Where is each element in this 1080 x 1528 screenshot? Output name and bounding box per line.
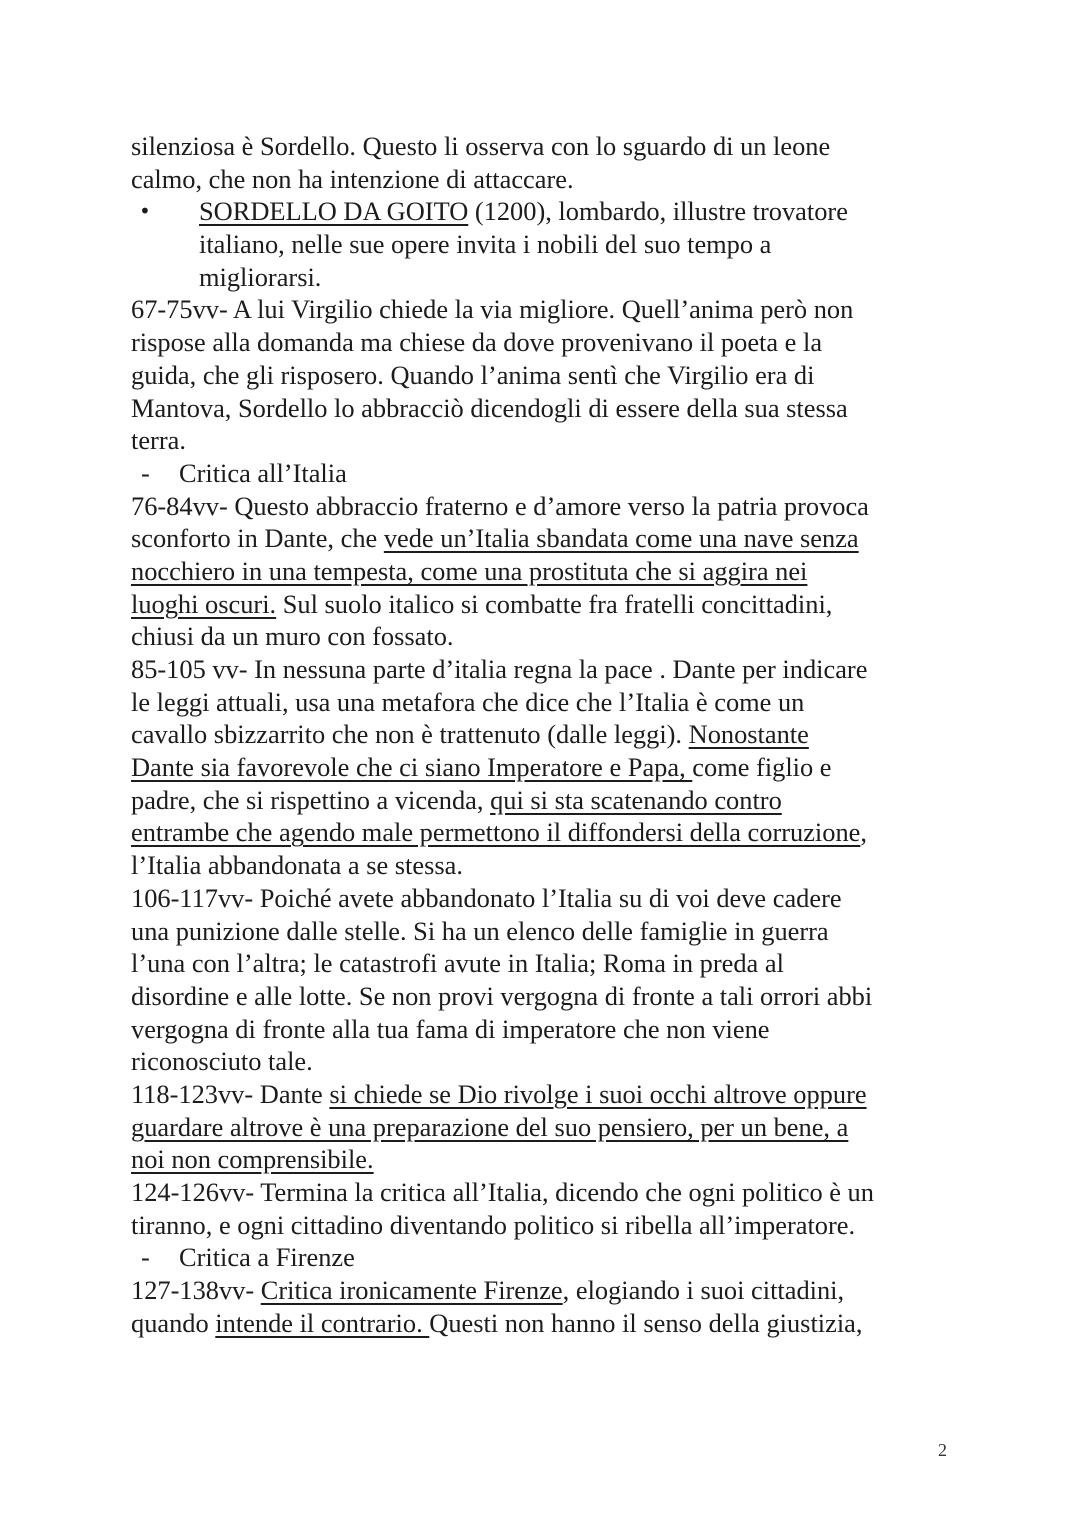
text-line — [131, 130, 961, 163]
underlined-text: qui si sta scatenando contro — [490, 784, 782, 815]
text-segment: silenziosa è Sordello. Questo li osserva con lo sguardo di un leone — [131, 131, 831, 161]
paragraph — [131, 653, 961, 882]
text-segment: 67-75vv- A lui Virgilio chiede la via migliore. Quell’anima però non — [131, 294, 854, 325]
underlined-text: Critica ironicamente Firenze — [260, 1275, 563, 1306]
text-line — [131, 392, 961, 425]
text-line — [131, 326, 961, 359]
text-line — [131, 490, 961, 523]
text-segment: quando — [131, 1307, 216, 1338]
underlined-text: noi non comprensibile. — [131, 1144, 374, 1175]
text-line — [131, 522, 961, 555]
text-line — [131, 849, 961, 882]
text-line — [131, 784, 961, 817]
dash-marker: - — [141, 457, 150, 488]
text-line — [131, 1209, 961, 1242]
text-segment: cavallo sbizzarrito che non è trattenuto (dalle leggi). — [131, 719, 689, 750]
text-segment: chiusi da un muro con fossato. — [131, 621, 454, 652]
document-body — [131, 130, 961, 1339]
text-segment: terra. — [131, 425, 186, 456]
text-segment: (1200), lombardo, illustre trovatore — [468, 196, 848, 227]
section-heading — [131, 457, 961, 490]
paragraph — [131, 882, 961, 1078]
text-segment: 76-84vv- Questo abbraccio fraterno e d’amore verso la patria provoca — [131, 490, 869, 521]
text-line — [131, 980, 961, 1013]
dash-marker: - — [141, 1242, 150, 1273]
text-line — [131, 1045, 961, 1078]
text-line — [131, 359, 961, 392]
text-segment: italiano, nelle sue opere invita i nobili del suo tempo a — [199, 229, 772, 260]
text-segment: l’Italia abbandonata a se stessa. — [131, 850, 463, 881]
text-line — [131, 228, 961, 261]
text-segment: guida, che gli risposero. Quando l’anima sentì che Virgilio era di — [131, 359, 815, 390]
text-line — [131, 555, 961, 588]
text-segment: , elogiando i suoi cittadini, — [562, 1275, 845, 1306]
text-segment: migliorarsi. — [199, 261, 322, 292]
text-segment: l’una con l’altra; le catastrofi avute in Italia; Roma in preda al — [131, 948, 784, 979]
text-line — [131, 751, 961, 784]
text-line — [131, 915, 961, 948]
paragraph — [131, 490, 961, 653]
underlined-text: nocchiero in una tempesta, come una prostituta che si aggira nei — [131, 555, 808, 586]
text-segment: vergogna di fronte alla tua fama di imperatore che non viene — [131, 1013, 770, 1044]
text-line — [131, 457, 961, 490]
underlined-text: Dante sia favorevole che ci siano Imperatore e Papa, — [131, 752, 693, 783]
text-segment: 127-138vv- — [131, 1275, 261, 1306]
text-segment: come figlio e — [692, 752, 832, 783]
underlined-text: SORDELLO DA GOITO — [199, 196, 469, 227]
page-number: 2 — [938, 1440, 947, 1460]
text-line — [131, 1013, 961, 1046]
paragraph — [131, 1176, 961, 1241]
text-segment: Critica all’Italia — [179, 457, 347, 488]
text-segment: , — [860, 817, 867, 848]
text-line — [131, 588, 961, 621]
paragraph — [131, 1078, 961, 1176]
text-segment: Critica a Firenze — [179, 1242, 355, 1273]
paragraph — [131, 293, 961, 456]
text-line — [131, 653, 961, 686]
text-line — [131, 261, 961, 294]
bullet-item — [131, 195, 961, 293]
text-line — [131, 424, 961, 457]
text-line — [131, 882, 961, 915]
text-segment: disordine e alle lotte. Se non provi vergogna di fronte a tali orrori abbi — [131, 980, 873, 1011]
text-segment: padre, che si rispettino a vicenda, — [131, 784, 491, 815]
text-line — [131, 1078, 961, 1111]
text-segment: tiranno, e ogni cittadino diventando politico si ribella all’imperatore. — [131, 1209, 856, 1240]
text-line — [131, 816, 961, 849]
text-line — [131, 947, 961, 980]
text-line — [131, 195, 961, 228]
text-segment: sconforto in Dante, che — [131, 523, 384, 554]
text-line — [131, 620, 961, 653]
text-line — [131, 293, 961, 326]
underlined-text: entrambe che agendo male permettono il diffondersi della corruzione — [131, 817, 861, 848]
text-line — [131, 1274, 961, 1307]
paragraph — [131, 130, 961, 195]
text-segment: 106-117vv- Poiché avete abbandonato l’Italia su di voi deve cadere — [131, 882, 842, 913]
text-segment: Sul suolo italico si combatte fra fratelli concittadini, — [276, 588, 833, 619]
text-line — [131, 1176, 961, 1209]
section-heading — [131, 1241, 961, 1274]
underlined-text: intende il contrario. — [215, 1307, 430, 1338]
text-segment: Questi non hanno il senso della giustizia, — [429, 1307, 863, 1338]
text-line — [131, 718, 961, 751]
text-segment: Mantova, Sordello lo abbracciò dicendogli di essere della sua stessa — [131, 392, 848, 423]
text-segment: 118-123vv- Dante — [131, 1078, 330, 1109]
text-line — [131, 163, 961, 196]
text-segment: rispose alla domanda ma chiese da dove provenivano il poeta e la — [131, 327, 823, 358]
underlined-text: luoghi oscuri. — [131, 588, 277, 619]
text-segment: le leggi attuali, usa una metafora che dice che l’Italia è come un — [131, 686, 805, 717]
underlined-text: Nonostante — [688, 719, 809, 750]
text-line — [131, 1143, 961, 1176]
text-line — [131, 1307, 961, 1340]
text-line — [131, 686, 961, 719]
paragraph — [131, 1274, 961, 1339]
text-segment: una punizione dalle stelle. Si ha un elenco delle famiglie in guerra — [131, 915, 829, 946]
underlined-text: guardare altrove è una preparazione del suo pensiero, per un bene, a — [131, 1111, 849, 1142]
text-segment: 85-105 vv- In nessuna parte d’italia regna la pace . Dante per indicare — [131, 654, 868, 684]
text-segment: calmo, che non ha intenzione di attaccare. — [131, 163, 574, 194]
text-line — [131, 1241, 961, 1274]
text-segment: riconosciuto tale. — [131, 1046, 313, 1077]
text-segment: 124-126vv- Termina la critica all’Italia, dicendo che ogni politico è un — [131, 1177, 874, 1207]
underlined-text: si chiede se Dio rivolge i suoi occhi altrove oppure — [329, 1078, 867, 1109]
text-line — [131, 1111, 961, 1144]
bullet-marker: • — [139, 199, 151, 224]
underlined-text: vede un’Italia sbandata come una nave senza — [383, 523, 859, 554]
